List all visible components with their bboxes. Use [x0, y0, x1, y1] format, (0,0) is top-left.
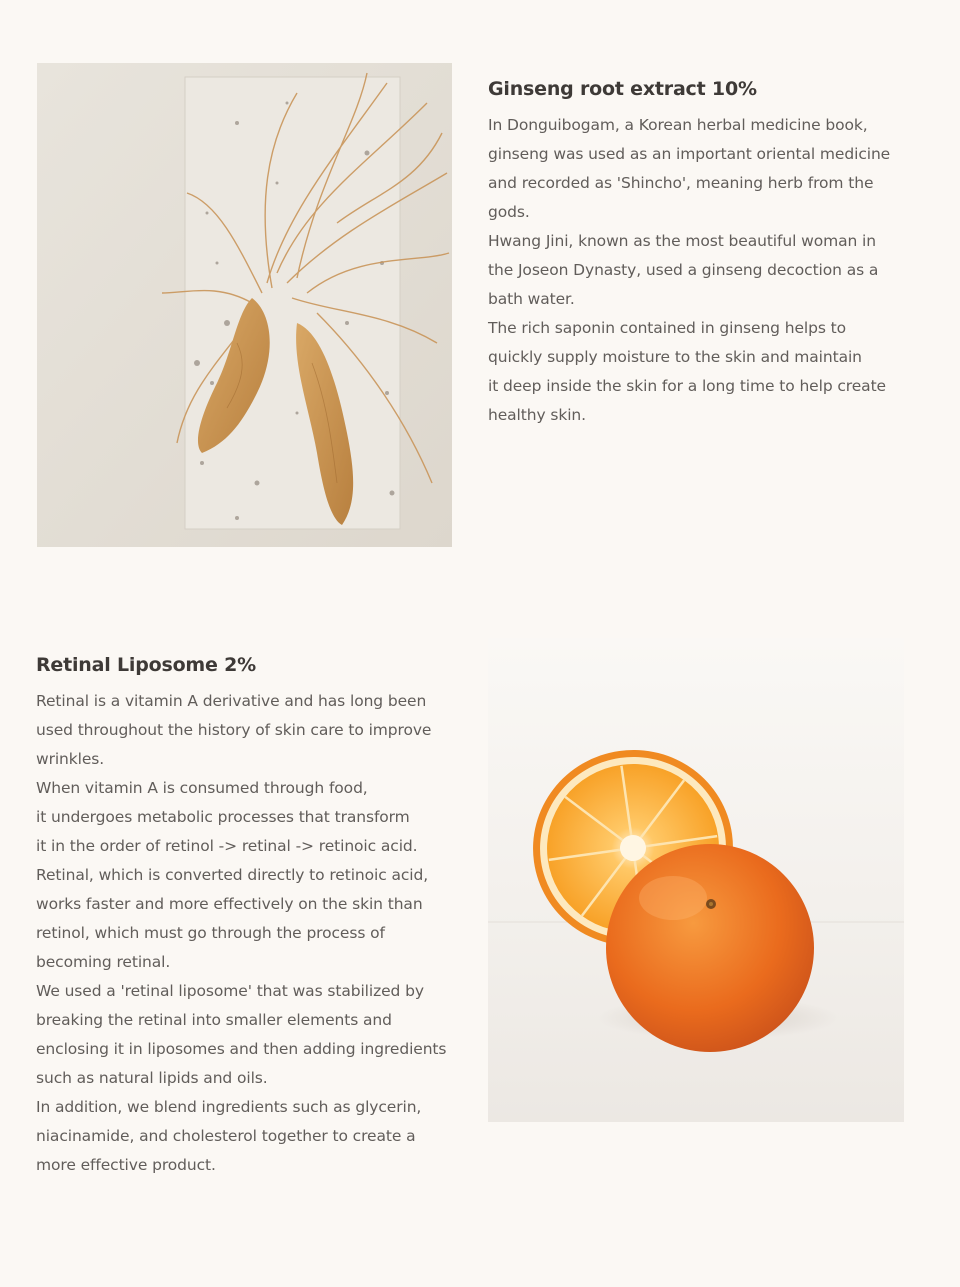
retinal-line: breaking the retinal into smaller elements and	[36, 1011, 392, 1029]
retinal-line: more effective product.	[36, 1156, 216, 1174]
retinal-line: such as natural lipids and oils.	[36, 1069, 268, 1087]
retinal-line: used throughout the history of skin care to improve	[36, 721, 432, 739]
retinal-line: We used a 'retinal liposome' that was stabilized by	[36, 982, 424, 1000]
retinal-line: it in the order of retinol -> retinal -> retinoic acid.	[36, 837, 418, 855]
retinal-line: In addition, we blend ingredients such as glycerin,	[36, 1098, 422, 1116]
ginseng-line: ginseng was used as an important oriental medicine	[488, 145, 891, 163]
retinal-section	[0, 600, 960, 1287]
ginseng-line: The rich saponin contained in ginseng helps to	[488, 319, 847, 337]
retinal-line: wrinkles.	[36, 750, 105, 768]
retinal-line: becoming retinal.	[36, 953, 171, 971]
retinal-line: When vitamin A is consumed through food,	[36, 779, 368, 797]
ginseng-heading: Ginseng root extract 10%	[488, 78, 757, 100]
retinal-line: niacinamide, and cholesterol together to create a	[36, 1127, 416, 1145]
ginseng-line: it deep inside the skin for a long time to help create	[488, 377, 886, 395]
ginseng-line: the Joseon Dynasty, used a ginseng decoction as a	[488, 261, 879, 279]
ginseng-section	[0, 0, 960, 600]
orange-photo	[488, 638, 904, 1122]
ginseng-line: healthy skin.	[488, 406, 586, 424]
retinal-line: it undergoes metabolic processes that transform	[36, 808, 410, 826]
retinal-text	[36, 650, 454, 1180]
retinal-line: Retinal, which is converted directly to retinoic acid,	[36, 866, 429, 884]
retinal-line: retinol, which must go through the process of	[36, 924, 385, 942]
retinal-line: Retinal is a vitamin A derivative and has long been	[36, 692, 427, 710]
retinal-heading: Retinal Liposome 2%	[36, 654, 256, 676]
ginseng-line: quickly supply moisture to the skin and maintain	[488, 348, 862, 366]
ginseng-photo	[37, 63, 452, 547]
ginseng-line: and recorded as 'Shincho', meaning herb from the	[488, 174, 874, 192]
ginseng-line: gods.	[488, 203, 530, 221]
retinal-line: enclosing it in liposomes and then adding ingredients	[36, 1040, 447, 1058]
ginseng-line: In Donguibogam, a Korean herbal medicine book,	[488, 116, 868, 134]
retinal-line: works faster and more effectively on the skin than	[36, 895, 423, 913]
ginseng-line: bath water.	[488, 290, 575, 308]
ginseng-line: Hwang Jini, known as the most beautiful woman in	[488, 232, 876, 250]
ginseng-text	[488, 74, 906, 430]
